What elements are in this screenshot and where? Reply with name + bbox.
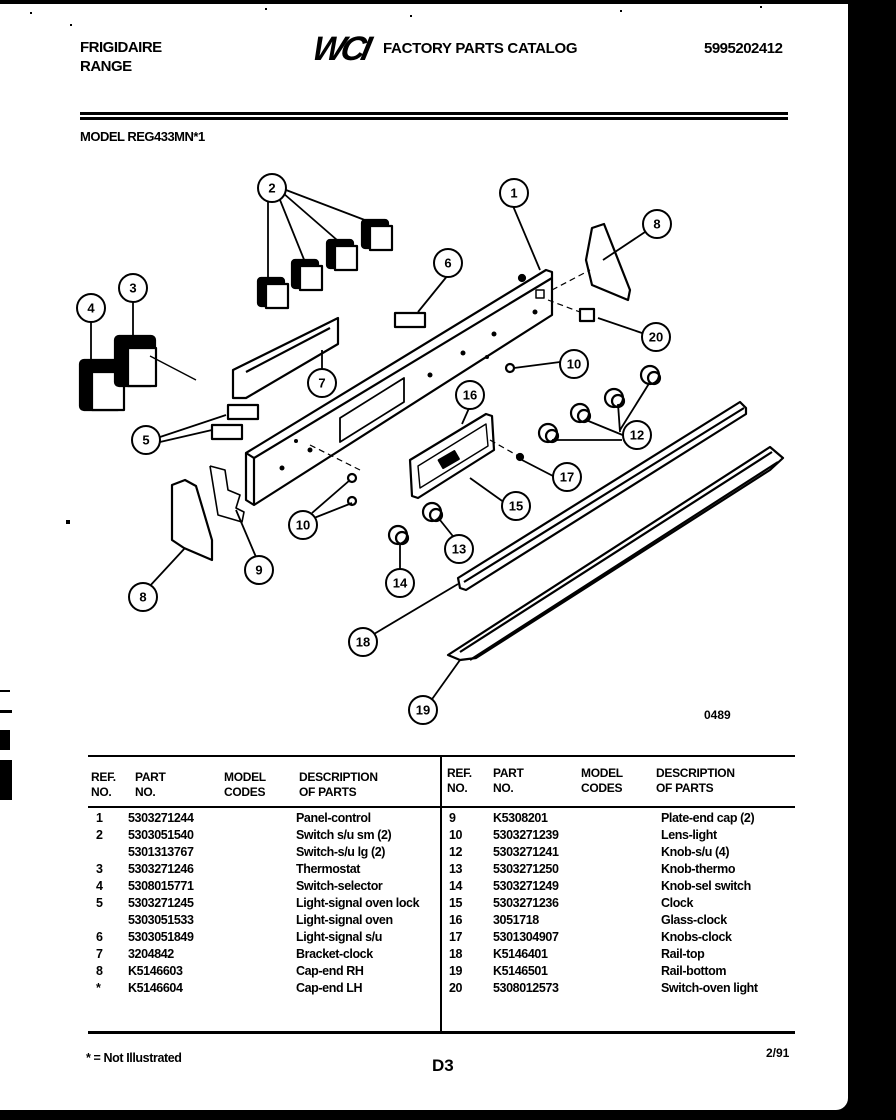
callout-8-left: 8 (139, 589, 147, 605)
callout-4: 4 (87, 300, 95, 316)
table-row-ref: 8 (96, 964, 103, 978)
table-row-ref: 20 (449, 981, 463, 995)
header-ref-no-left: REF. NO. (91, 770, 116, 799)
table-row-ref (96, 912, 103, 929)
table-row-part: 3204842 (128, 947, 174, 961)
table-row-ref: 7 (96, 947, 103, 961)
table-row-desc: Glass-clock (661, 913, 727, 927)
exploded-parts-diagram (60, 160, 820, 740)
table-row-ref: 5 (96, 896, 103, 910)
callout-15: 15 (508, 498, 524, 514)
table-row-desc: Panel-control (296, 811, 371, 825)
revision-date: 2/91 (766, 1046, 790, 1060)
thermostat-selector-part (80, 336, 196, 410)
table-row-part: 5303051533 (128, 913, 194, 927)
callout-9: 9 (255, 562, 263, 578)
table-row-desc: Lens-light (661, 828, 717, 842)
header-part-no-right: PART NO. (493, 766, 524, 795)
table-row-part: 5303271246 (128, 862, 194, 876)
table-bottom-rule (88, 1031, 795, 1034)
table-row-ref: 10 (449, 828, 463, 842)
table-row-ref: 4 (96, 879, 103, 893)
table-row-ref: 19 (449, 964, 463, 978)
table-row-ref: 15 (449, 896, 463, 910)
table-row-desc: Bracket-clock (296, 947, 373, 961)
table-row-ref: 3 (96, 862, 103, 876)
callout-12: 12 (629, 427, 645, 443)
table-row-ref: 16 (449, 913, 463, 927)
table-row-part: 5308015771 (128, 879, 194, 893)
table-row-desc: Light-signal s/u (296, 930, 382, 944)
brand-block (80, 38, 162, 76)
table-row-part: 5303051849 (128, 930, 194, 944)
callout-1: 1 (510, 185, 518, 201)
table-row-part: 5303271244 (128, 811, 194, 825)
table-row-desc: Switch s/u sm (2) (296, 828, 392, 842)
table-row-ref (96, 844, 103, 861)
table-row-part: 5303271250 (493, 862, 559, 876)
table-row-part: 5303271249 (493, 879, 559, 893)
table-row-part: K5146604 (128, 981, 183, 995)
table-row-desc: Knob-s/u (4) (661, 845, 730, 859)
callout-14: 14 (392, 575, 408, 591)
callout-6: 6 (444, 255, 452, 271)
callout-16: 16 (462, 387, 478, 403)
callout-10-top: 10 (566, 356, 582, 372)
right-ref-column (449, 810, 462, 997)
table-row-desc: Knob-thermo (661, 862, 736, 876)
callout-3: 3 (129, 280, 137, 296)
callout-10-bottom: 10 (295, 517, 311, 533)
header-model-codes-left: MODEL CODES (224, 770, 266, 799)
callout-13: 13 (451, 541, 467, 557)
callout-7: 7 (318, 375, 326, 391)
table-row-ref: 18 (449, 947, 463, 961)
table-row-part: 5303271239 (493, 828, 559, 842)
brand-name: FRIGIDAIRE (80, 39, 162, 56)
header-model-codes-right: MODEL CODES (581, 766, 623, 795)
table-row-desc: Light-signal oven lock (296, 896, 420, 910)
table-row-part: 5301304907 (493, 930, 559, 944)
table-row-desc: Cap-end RH (296, 964, 364, 978)
wci-logo: WCI (309, 30, 372, 68)
right-part-column (493, 810, 559, 997)
table-row-desc: Clock (661, 896, 694, 910)
table-row-ref: 9 (449, 811, 456, 825)
diagram-image-code: 0489 (704, 708, 731, 722)
not-illustrated-note: * = Not Illustrated (86, 1051, 182, 1065)
model-number: MODEL REG433MN*1 (80, 129, 205, 144)
table-row-ref: 12 (449, 845, 463, 859)
table-row-ref: 1 (96, 811, 103, 825)
table-row-part: 5308012573 (493, 981, 559, 995)
left-ref-column (96, 810, 103, 997)
header-rule-bottom (80, 117, 788, 120)
callout-8-right: 8 (653, 216, 661, 232)
callout-17: 17 (559, 469, 575, 485)
table-row-part: K5308201 (493, 811, 548, 825)
table-row-part: K5146401 (493, 947, 548, 961)
table-row-desc: Thermostat (296, 862, 361, 876)
left-desc-column (296, 810, 419, 997)
table-row-desc: Rail-top (661, 947, 705, 961)
table-row-part: K5146501 (493, 964, 548, 978)
table-row-desc: Switch-s/u lg (2) (296, 845, 386, 859)
table-row-desc: Light-signal oven (296, 913, 393, 927)
table-row-desc: Switch-selector (296, 879, 383, 893)
left-part-column (128, 810, 194, 997)
page-number: D3 (432, 1056, 454, 1075)
callout-19: 19 (415, 702, 431, 718)
header-ref-no-right: REF. NO. (447, 766, 472, 795)
surface-switches-part (258, 220, 392, 308)
product-type: RANGE (80, 58, 132, 75)
table-row-part: 5303271236 (493, 896, 559, 910)
callout-2: 2 (268, 180, 276, 196)
header-rule-top (80, 112, 788, 115)
table-center-divider (440, 755, 442, 1033)
table-row-ref: 6 (96, 930, 103, 944)
table-row-desc: Plate-end cap (2) (661, 811, 755, 825)
catalog-number: 5995202412 (704, 40, 783, 57)
table-row-ref: * (96, 981, 101, 995)
catalog-title: FACTORY PARTS CATALOG (383, 40, 578, 57)
table-row-desc: Switch-oven light (661, 981, 758, 995)
callout-20: 20 (648, 329, 664, 345)
table-row-part: 5303051540 (128, 828, 194, 842)
table-row-part: 5303271241 (493, 845, 559, 859)
table-row-ref: 13 (449, 862, 463, 876)
callout-18: 18 (355, 634, 371, 650)
table-row-desc: Knob-sel switch (661, 879, 751, 893)
table-row-part: 5301313767 (128, 845, 194, 859)
table-row-ref: 2 (96, 828, 103, 842)
table-row-part: K5146603 (128, 964, 183, 978)
table-row-ref: 17 (449, 930, 463, 944)
callout-5: 5 (142, 432, 150, 448)
header-description-left: DESCRIPTION OF PARTS (299, 770, 378, 799)
table-row-ref: 14 (449, 879, 463, 893)
control-panel-part (246, 270, 552, 505)
header-part-no-left: PART NO. (135, 770, 166, 799)
right-desc-column (661, 810, 758, 997)
table-row-part: 3051718 (493, 913, 539, 927)
table-row-part: 5303271245 (128, 896, 194, 910)
table-row-desc: Knobs-clock (661, 930, 732, 944)
table-row-desc: Cap-end LH (296, 981, 363, 995)
header-description-right: DESCRIPTION OF PARTS (656, 766, 735, 795)
table-row-desc: Rail-bottom (661, 964, 727, 978)
